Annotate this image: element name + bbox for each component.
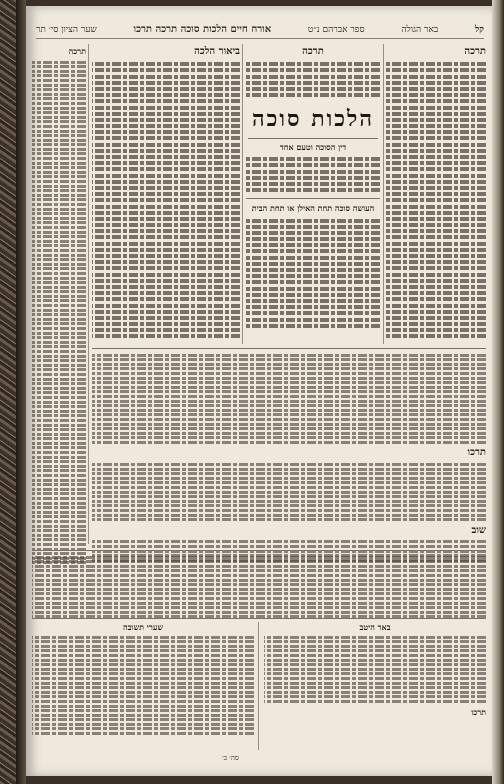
left-commentary-column — [32, 44, 86, 544]
header-center: ספר אברהם נ״ט — [307, 24, 365, 35]
lower-section-head: תרכו — [467, 447, 486, 459]
middle-column-text — [92, 60, 240, 341]
section-rule — [32, 618, 486, 619]
siman-a-text — [246, 155, 380, 194]
siman-a-heading: דין הסוכה וטעם אחד — [279, 142, 347, 152]
right-column-head: תרכה — [464, 46, 486, 57]
book-page — [26, 6, 492, 776]
title-rule — [248, 138, 378, 139]
center-upper-head: תרכה — [302, 46, 324, 57]
right-column-text — [386, 60, 486, 341]
footnotes-text — [32, 554, 486, 620]
bottom-left-head: שערי תשובה — [122, 622, 164, 632]
left-column-head: תרכה — [68, 46, 86, 56]
header-left-ref: קל — [474, 24, 484, 35]
main-title: הלכות סוכה — [252, 106, 374, 132]
center-upper-text — [246, 60, 380, 99]
footnote-rule — [32, 550, 486, 551]
book-gutter — [16, 0, 26, 784]
siman-b-text — [246, 216, 380, 330]
header-right-ref: שער הציון סי׳ תר — [36, 24, 97, 35]
middle-commentary-column — [92, 44, 240, 344]
book-binding — [0, 0, 16, 784]
bottom-right-head: באר היטב — [359, 622, 391, 632]
bottom-note-head: תרכו — [471, 706, 486, 717]
bottom-left-column — [32, 622, 254, 750]
section-rule — [246, 198, 380, 199]
header-left-title: באר הגולה — [401, 24, 439, 35]
lower-section-text — [92, 461, 486, 522]
running-header — [36, 20, 484, 39]
siman-b-heading: העושה סוכה תחת האילן או תחת הבית — [251, 203, 375, 214]
lower-section2-head: שוב — [471, 524, 486, 536]
middle-column-head: ביאור הלכה — [194, 46, 240, 57]
right-main-column — [386, 44, 486, 344]
header-right-title: אורח חיים הלכות סוכה תרכה תרכו — [133, 23, 272, 35]
bottom-right-column — [264, 622, 486, 750]
footnotes — [32, 554, 486, 614]
lower-commentary-text — [92, 352, 486, 445]
lower-commentary — [92, 352, 486, 547]
siman-block — [246, 142, 380, 342]
center-upper-block — [246, 44, 380, 100]
bottom-left-text — [32, 634, 254, 737]
page-number: סה׳ ב׳ — [222, 754, 239, 762]
page-edge — [492, 0, 504, 784]
bottom-right-text — [264, 634, 486, 705]
column-rule — [383, 44, 384, 344]
column-rule — [258, 622, 259, 750]
column-rule — [242, 44, 243, 344]
left-column-text — [32, 59, 86, 566]
column-rule — [88, 44, 89, 544]
section-rule — [92, 348, 486, 349]
